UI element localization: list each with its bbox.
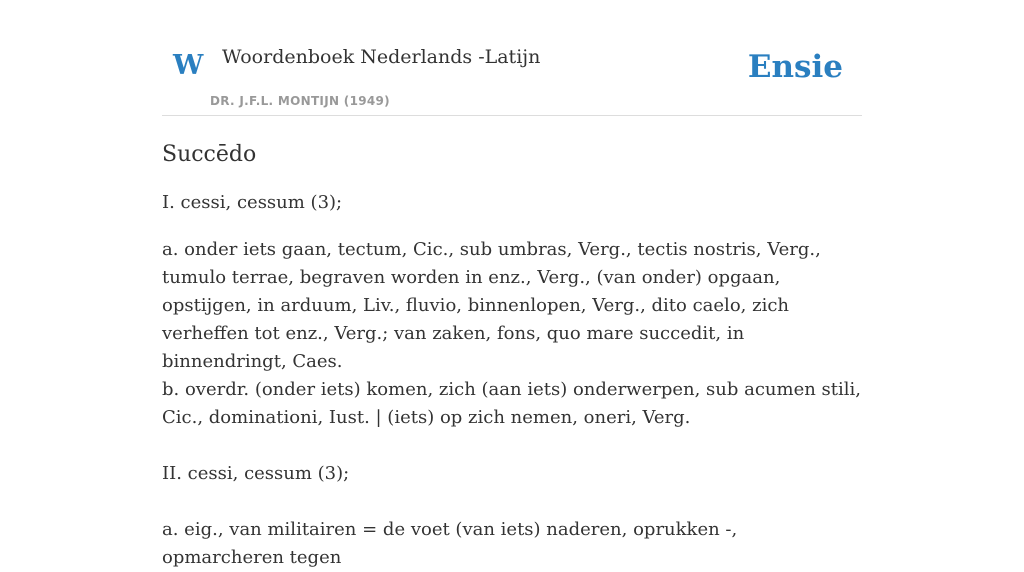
definition-paragraph: a. onder iets gaan, tectum, Cic., sub umbras, Verg., tectis nostris, Verg., tumulo terrae, begraven worden in enz., Verg., (van onder) opgaan, opstijgen, in arduum, Liv., fluvio, binnenlopen, Verg., dito caelo, zich verheffen tot enz., Verg.; van zaken, fons, quo mare succedit, in binnendringt, Caes.: [162, 238, 821, 372]
page: [162, 0, 862, 568]
dictionary-author: DR. J.F.L. MONTIJN (1949): [210, 94, 390, 108]
entry-headword: Succēdo: [162, 142, 257, 167]
definition-section-i: I. cessi, cessum (3);: [162, 191, 343, 213]
definition-section-ii: II. cessi, cessum (3);: [162, 462, 350, 484]
definition-paragraph: a. eig., van militairen = de voet (van iets) naderen, oprukken -, opmarcheren tegen: [162, 518, 738, 568]
dictionary-title: Woordenboek Nederlands -Latijn: [222, 46, 541, 68]
entry-content: [162, 141, 862, 572]
definition-paragraph: b. overdr. (onder iets) komen, zich (aan iets) onderwerpen, sub acumen stili, Cic., dominationi, Iust. | (iets) op zich nemen, oneri, Verg.: [162, 378, 862, 428]
dictionary-header: [162, 0, 862, 116]
dictionary-logo-icon: W: [173, 50, 204, 81]
ensie-brand-link[interactable]: Ensie: [747, 49, 843, 85]
